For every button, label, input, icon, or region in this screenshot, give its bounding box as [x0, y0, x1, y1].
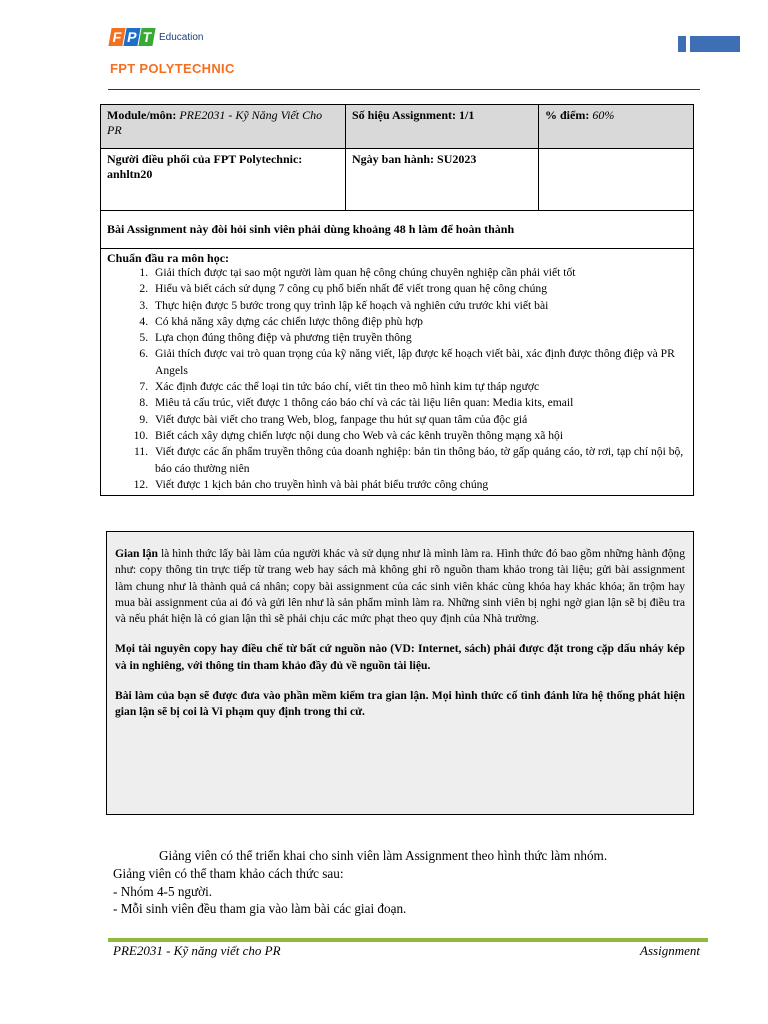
plagiarism-text: là hình thức lấy bài làm của người khác và sử dụng như là mình làm ra. Hình thức đó bao gồm những hành động như: copy thông tin trực tiếp từ trang web hay sách mà không ghi rõ nguồn tham khảo trong tài liệu; gửi bài assignment làm chung như là thành quả cá nhân; copy bài assignment của các sinh viên khác cùng khóa hay khác khóa; ăn trộm hay mua bài assignment của ai đó và gửi lên như là sản phẩm mình làm ra. Những sinh viên bị nghi ngờ gian lận sẽ bị điều tra và nếu phát hiện là có gian lận thì sẽ phải chịu các mức phạt theo quy định của Nhà trường.	[115, 547, 685, 626]
score-label: % điểm:	[545, 108, 590, 122]
module-cell	[101, 105, 346, 149]
outcome-item: 10. Biết cách xây dựng chiến lược nội dung cho Web và các kênh truyền thông mạng xã hội	[151, 428, 687, 444]
plagiarism-term: Gian lận	[115, 547, 158, 560]
header-divider	[108, 89, 700, 90]
coordinator: Người điều phối của FPT Polytechnic: anhltn20	[101, 149, 346, 211]
instruction-line: Giảng viên có thể triển khai cho sinh viên làm Assignment theo hình thức làm nhóm.	[159, 848, 608, 863]
header-accent-small	[678, 36, 686, 52]
duration-note: Bài Assignment này đòi hỏi sinh viên phải dùng khoảng 48 h làm để hoàn thành	[101, 211, 694, 249]
outcome-item: 4. Có khả năng xây dựng các chiến lược thông điệp phù hợp	[151, 314, 687, 330]
outcome-item: 9. Viết được bài viết cho trang Web, blog, fanpage thu hút sự quan tâm của độc giả	[151, 412, 687, 428]
logo-letter-f: F	[108, 28, 125, 46]
empty-cell	[539, 149, 694, 211]
outcome-item: 5. Lựa chọn đúng thông điệp và phương tiện truyền thông	[151, 330, 687, 346]
logo-education-text: Education	[159, 31, 204, 43]
footer-course: PRE2031 - Kỹ năng viết cho PR	[113, 943, 281, 958]
brand-name: FPT POLYTECHNIC	[110, 61, 235, 76]
group-work-instructions	[113, 847, 703, 918]
outcome-item: 2. Hiểu và biết cách sử dụng 7 công cụ phổ biến nhất để viết trong quan hệ công chúng	[151, 281, 687, 297]
score-value: 60%	[592, 108, 615, 122]
citation-rule: Mọi tài nguyên copy hay điều chế từ bất cứ nguồn nào (VD: Internet, sách) phải được đặt trong cặp dấu nháy kép và in nghiêng, với thông tin tham khảo đầy đủ về nguồn tài liệu.	[115, 642, 685, 672]
footer-divider	[108, 938, 708, 942]
logo-letter-t: T	[138, 28, 155, 46]
plagiarism-check-rule: Bài làm của bạn sẽ được đưa vào phần mềm kiểm tra gian lận. Mọi hình thức cố tình đánh lừa hệ thống phát hiện gian lận sẽ bị coi là Vi phạm quy định trong thi cử.	[115, 689, 685, 719]
module-label: Module/môn:	[107, 108, 177, 122]
outcomes-list	[107, 265, 687, 493]
instruction-line: Giảng viên có thể tham khảo cách thức sau:	[113, 865, 344, 881]
outcomes-cell	[101, 249, 694, 496]
outcomes-title: Chuẩn đầu ra môn học:	[107, 251, 230, 265]
outcome-item: 7. Xác định được các thể loại tin tức báo chí, viết tin theo mô hình kim tự tháp ngược	[151, 379, 687, 395]
outcome-item: 11. Viết được các ấn phẩm truyền thông của doanh nghiệp: bản tin thông báo, tờ gấp quảng cáo, tờ rơi, tạp chí nội bộ, báo cáo thường niên	[151, 444, 687, 477]
outcome-item: 12. Viết được 1 kịch bản cho truyền hình và bài phát biểu trước công chúng	[151, 477, 687, 493]
header-accent-bar	[690, 36, 740, 52]
module-value: PRE2031 - Kỹ Năng Viết Cho PR	[107, 108, 323, 137]
plagiarism-definition	[115, 546, 685, 627]
fpt-letters	[110, 28, 155, 46]
issue-date: Ngày ban hành: SU2023	[346, 149, 539, 211]
logo-letter-p: P	[123, 28, 140, 46]
instruction-line: - Nhóm 4-5 người.	[113, 883, 213, 899]
score-cell	[539, 105, 694, 149]
fpt-education-logo	[110, 28, 203, 46]
outcome-item: 6. Giải thích được vai trò quan trọng của kỹ năng viết, lập được kế hoạch viết bài, xác định được thông điệp và PR Angels	[151, 346, 687, 379]
plagiarism-notice	[106, 531, 694, 815]
outcome-item: 1. Giải thích được tại sao một người làm quan hệ công chúng chuyên nghiệp cần phải viết tốt	[151, 265, 687, 281]
footer-label: Assignment	[640, 943, 700, 958]
assignment-number: Số hiệu Assignment: 1/1	[346, 105, 539, 149]
assignment-info-table	[100, 104, 694, 496]
instruction-line: - Mỗi sinh viên đều tham gia vào làm bài các giai đoạn.	[113, 901, 407, 917]
outcome-item: 3. Thực hiện được 5 bước trong quy trình lập kế hoạch và nghiên cứu trước khi viết bài	[151, 298, 687, 314]
outcome-item: 8. Miêu tả cấu trúc, viết được 1 thông cáo báo chí và các tài liệu liên quan: Media kits, email	[151, 395, 687, 411]
